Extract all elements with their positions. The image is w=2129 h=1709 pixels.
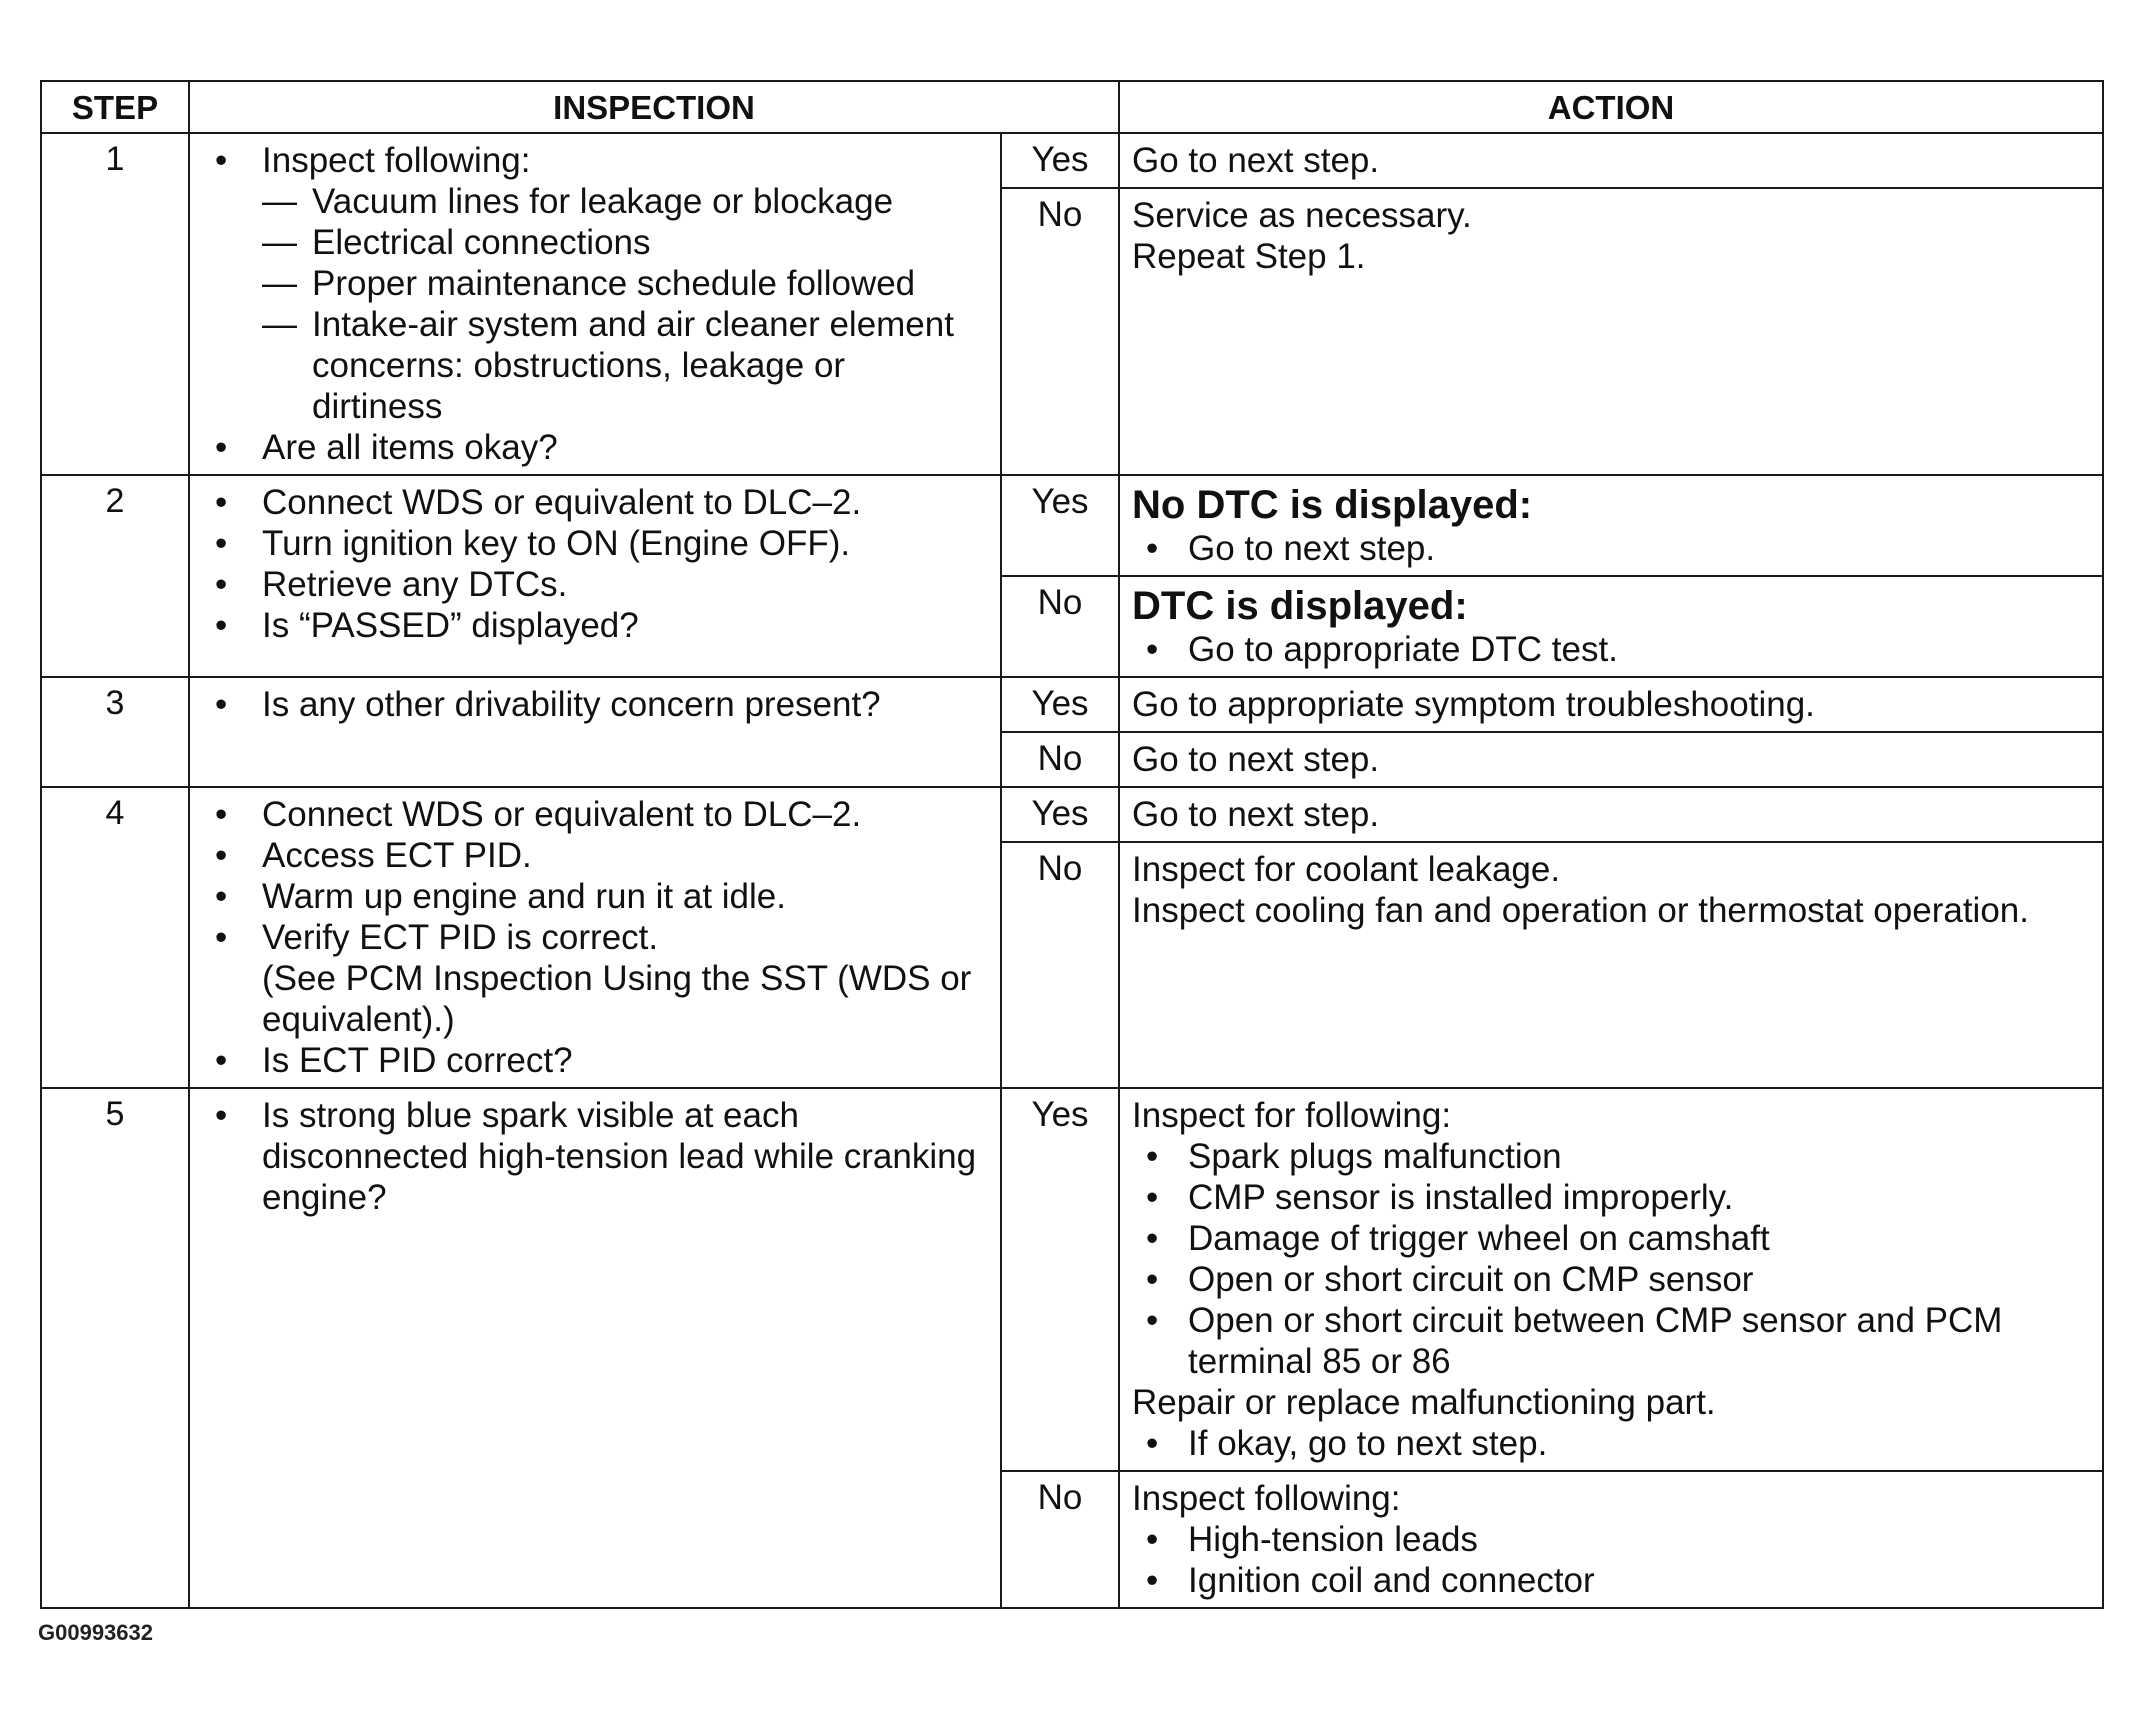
list-item: • Verify ECT PID is correct. (212, 917, 980, 958)
step-number: 2 (41, 475, 189, 677)
result-heading: No DTC is displayed: (1132, 483, 1533, 527)
action-text: Go to next step. (1132, 740, 1380, 779)
inspection-cell (189, 1088, 1001, 1608)
action-cell (1119, 787, 2103, 842)
sub-list-item (212, 222, 980, 263)
table-row (41, 787, 2103, 842)
inspection-cell (189, 133, 1001, 475)
list-item: • Connect WDS or equivalent to DLC–2. (212, 794, 980, 835)
list-item: • If okay, go to next step. (1132, 1423, 2088, 1464)
sub-list-item-text: Electrical connections (312, 223, 651, 262)
step-number: 1 (41, 133, 189, 475)
action-cell (1119, 677, 2103, 732)
action-cell (1119, 475, 2103, 576)
list-item: • Ignition coil and connector (1132, 1560, 2088, 1601)
list-item: • Open or short circuit between CMP sensor and PCM terminal 85 or 86 (1132, 1300, 2088, 1382)
action-text: Repeat Step 1. (1132, 237, 1366, 276)
list-item: • Open or short circuit on CMP sensor (1132, 1259, 2088, 1300)
diagnostic-procedure-sheet (40, 80, 2102, 1609)
inspection-cell (189, 787, 1001, 1088)
action-text: Go to next step. (1132, 141, 1380, 180)
answer-label: Yes (1001, 787, 1119, 842)
result-heading: DTC is displayed: (1132, 584, 1468, 628)
action-cell (1119, 188, 2103, 475)
step-number: 4 (41, 787, 189, 1088)
answer-label: Yes (1001, 677, 1119, 732)
answer-label: Yes (1001, 1088, 1119, 1471)
table-header-row (41, 81, 2103, 133)
answer-label: No (1001, 188, 1119, 475)
action-text: Inspect following: (1132, 1479, 1401, 1518)
list-item: • Go to next step. (1132, 528, 2088, 569)
table-row (41, 677, 2103, 732)
action-text: Inspect for following: (1132, 1096, 1452, 1135)
sub-list-item (212, 304, 980, 427)
answer-label: Yes (1001, 475, 1119, 576)
sub-list-item-text: Vacuum lines for leakage or blockage (312, 182, 894, 221)
table-row (41, 1088, 2103, 1471)
list-item: • Damage of trigger wheel on camshaft (1132, 1218, 2088, 1259)
list-item: • Go to appropriate DTC test. (1132, 629, 2088, 670)
sub-list-item (212, 181, 980, 222)
step-number: 5 (41, 1088, 189, 1608)
sub-list-item (212, 263, 980, 304)
list-item: • Warm up engine and run it at idle. (212, 876, 980, 917)
list-item: • High-tension leads (1132, 1519, 2088, 1560)
inspection-cell (189, 677, 1001, 787)
action-text: Inspect cooling fan and operation or thermostat operation. (1132, 891, 2029, 930)
action-text: Repair or replace malfunctioning part. (1132, 1383, 1716, 1422)
diagnostic-table (40, 80, 2104, 1609)
step-number: 3 (41, 677, 189, 787)
inspection-cell (189, 475, 1001, 677)
list-item: • Access ECT PID. (212, 835, 980, 876)
dash-marker: — (262, 305, 297, 344)
action-column-header: ACTION (1119, 81, 2103, 133)
step-column-header: STEP (41, 81, 189, 133)
table-row (41, 475, 2103, 576)
dash-marker: — (262, 264, 297, 303)
figure-id: G00993632 (38, 1620, 153, 1645)
list-item: • Is strong blue spark visible at each disconnected high-tension lead while cranking engine? (212, 1095, 980, 1218)
action-text: Inspect for coolant leakage. (1132, 850, 1561, 889)
inspection-column-header: INSPECTION (189, 81, 1119, 133)
action-cell (1119, 576, 2103, 677)
sub-list-item-text: Proper maintenance schedule followed (312, 264, 916, 303)
answer-label: No (1001, 842, 1119, 1088)
table-row (41, 133, 2103, 188)
action-text: Go to next step. (1132, 795, 1380, 834)
dash-marker: — (262, 223, 297, 262)
action-cell (1119, 1088, 2103, 1471)
action-text: Go to appropriate symptom troubleshooting. (1132, 685, 1815, 724)
note-text: (See PCM Inspection Using the SST (WDS or equivalent).) (262, 959, 972, 1039)
answer-label: No (1001, 576, 1119, 677)
answer-label: No (1001, 732, 1119, 787)
dash-marker: — (262, 182, 297, 221)
action-cell (1119, 732, 2103, 787)
list-item: • Connect WDS or equivalent to DLC–2. (212, 482, 980, 523)
list-item: • Retrieve any DTCs. (212, 564, 980, 605)
action-cell (1119, 842, 2103, 1088)
answer-label: Yes (1001, 133, 1119, 188)
list-item: • Are all items okay? (212, 427, 980, 468)
list-item: • Is “PASSED” displayed? (212, 605, 980, 646)
list-item: • Is ECT PID correct? (212, 1040, 980, 1081)
list-item: • Inspect following: (212, 140, 980, 181)
list-item: • Turn ignition key to ON (Engine OFF). (212, 523, 980, 564)
answer-label: No (1001, 1471, 1119, 1608)
list-item: • Is any other drivability concern present? (212, 684, 980, 725)
action-text: Service as necessary. (1132, 196, 1472, 235)
sub-list-item-text: Intake-air system and air cleaner element concerns: obstructions, leakage or dirtiness (312, 305, 954, 426)
table-body (41, 133, 2103, 1608)
action-cell (1119, 1471, 2103, 1608)
list-item: • CMP sensor is installed improperly. (1132, 1177, 2088, 1218)
list-item: • Spark plugs malfunction (1132, 1136, 2088, 1177)
action-cell (1119, 133, 2103, 188)
